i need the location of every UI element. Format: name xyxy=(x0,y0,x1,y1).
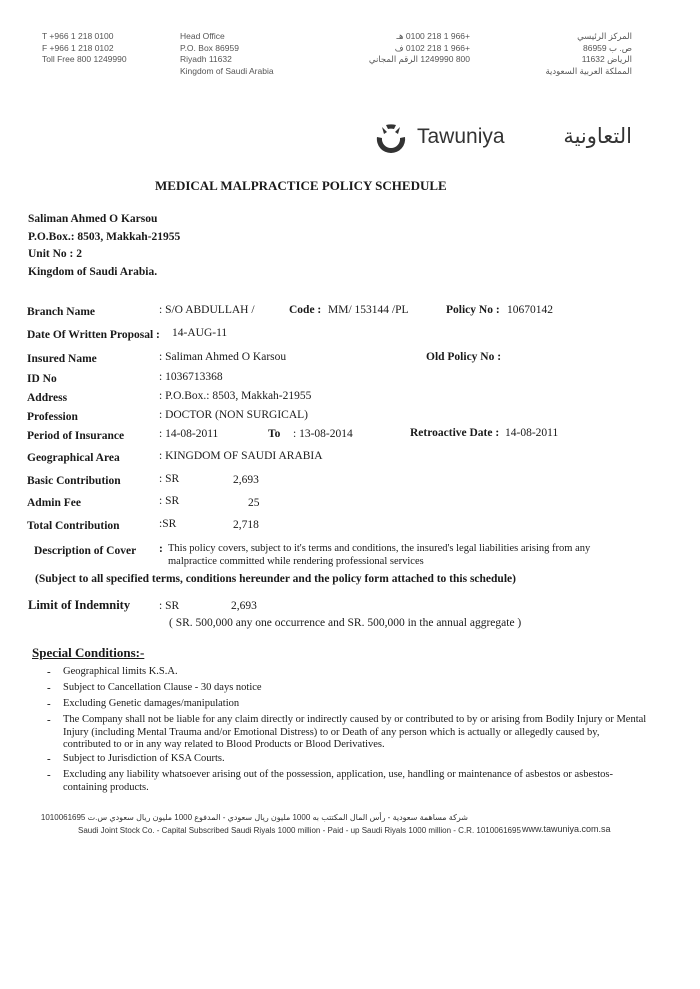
address-value: : P.O.Box.: 8503, Makkah-21955 xyxy=(159,390,312,402)
address-label: Address xyxy=(27,392,68,404)
total-contribution-value: 2,718 xyxy=(233,519,259,531)
admin-fee-label: Admin Fee xyxy=(27,497,81,509)
insured-name-label: Insured Name xyxy=(27,353,97,365)
contact-ar-line: 800 1249990 الرقم المجاني xyxy=(368,54,470,64)
basic-contribution-label: Basic Contribution xyxy=(27,475,121,487)
contact-numbers xyxy=(42,31,127,66)
retroactive-value: 14-08-2011 xyxy=(505,427,559,439)
fax-line: F +966 1 218 0102 xyxy=(42,42,114,53)
head-office-line: Riyadh 11632 xyxy=(180,54,232,64)
period-to-value: : 13-08-2014 xyxy=(293,428,353,440)
condition-item: Subject to Cancellation Clause - 30 days notice xyxy=(63,682,262,693)
contact-numbers-arabic xyxy=(330,31,470,66)
tawuniya-logo-icon xyxy=(372,121,410,162)
limit-indemnity-currency: : SR xyxy=(159,600,180,612)
limit-indemnity-label: Limit of Indemnity xyxy=(28,598,131,612)
cover-description-colon: : xyxy=(159,543,163,555)
condition-item: Excluding any liability whatsoever arising out of the possession, application, use, handling or maintenance of asbestos or asbestos-containing products. xyxy=(63,769,613,793)
policy-no-label: Policy No : xyxy=(446,304,500,316)
admin-fee-currency: : SR xyxy=(159,495,180,507)
office-ar-line: الرياض 11632 xyxy=(581,54,632,64)
retroactive-label: Retroactive Date : xyxy=(410,427,500,439)
limit-indemnity-value: 2,693 xyxy=(231,600,257,612)
old-policy-label: Old Policy No : xyxy=(426,351,502,363)
bullet: - xyxy=(47,682,51,694)
office-ar-line: المملكة العربية السعودية xyxy=(545,65,632,76)
addressee-pobox: P.O.Box.: 8503, Makkah-21955 xyxy=(28,230,181,243)
code-value: MM/ 153144 /PL xyxy=(328,304,409,316)
logo-text-ar: التعاونية xyxy=(563,124,632,148)
id-label: ID No xyxy=(27,373,57,385)
condition-item: Subject to Jurisdiction of KSA Courts. xyxy=(63,753,225,764)
head-office-line: P.O. Box 86959 xyxy=(180,42,239,53)
branch-value: : S/O ABDULLAH / xyxy=(159,304,255,316)
addressee-name: Saliman Ahmed O Karsou xyxy=(28,213,158,225)
profession-label: Profession xyxy=(27,411,78,423)
basic-contribution-value: 2,693 xyxy=(233,474,259,486)
cover-text-line: This policy covers, subject to it's terms and conditions, the insured's legal liabilities arising from any xyxy=(168,543,591,554)
head-office-line: Head Office xyxy=(180,31,225,41)
contact-ar-line: +966 1 218 0100 هـ xyxy=(396,31,470,41)
cover-description-text xyxy=(168,543,590,568)
limit-indemnity-note: ( SR. 500,000 any one occurrence and SR. 500,000 in the annual aggregate ) xyxy=(169,617,522,629)
head-office-address xyxy=(180,31,274,77)
profession-value: : DOCTOR (NON SURGICAL) xyxy=(159,409,308,421)
bullet: - xyxy=(47,769,51,781)
bullet: - xyxy=(47,698,51,710)
admin-fee-value: 25 xyxy=(248,497,260,509)
geo-area-value: : KINGDOM OF SAUDI ARABIA xyxy=(159,450,323,462)
subject-note: (Subject to all specified terms, conditions hereunder and the policy form attached to this schedule) xyxy=(35,573,516,585)
condition-item: The Company shall not be liable for any claim directly or indirectly caused by or contributed to by or arising from Bodily Injury or Mental Injury (including Mental Trauma and/or Emotional Distress) to or Death of any person which is actually or allegedly caused by, contributed to or in any way related to Blood Products or Blood Derivatives. xyxy=(63,714,647,750)
footer-english-line: Saudi Joint Stock Co. - Capital Subscribed Saudi Riyals 1000 million - Paid - up Saudi Riyals 1000 million - C.R. 1010061695 xyxy=(78,826,521,835)
page-title: MEDICAL MALPRACTICE POLICY SCHEDULE xyxy=(155,178,447,193)
addressee-block xyxy=(28,211,180,281)
condition-item: Excluding Genetic damages/manipulation xyxy=(63,698,240,709)
office-ar-line: ص. ب 86959 xyxy=(582,42,632,53)
footer-arabic-line: شركة مساهمة سعودية - رأس المال المكتتب به 1000 مليون ريال سعودي - المدفوع 1000 مليون ريال سعودي س.ت 1010061695 xyxy=(40,813,468,822)
head-office-arabic xyxy=(500,31,632,77)
head-office-line: Kingdom of Saudi Arabia xyxy=(180,65,274,76)
website-link[interactable]: www.tawuniya.com.sa xyxy=(522,824,611,834)
addressee-unit: Unit No : 2 xyxy=(28,248,82,260)
condition-item: Geographical limits K.S.A. xyxy=(63,666,178,677)
period-to-label: To xyxy=(268,428,281,440)
phone-line: T +966 1 218 0100 xyxy=(42,31,114,41)
bullet: - xyxy=(47,753,51,765)
bullet: - xyxy=(47,714,51,726)
logo-text-en: Tawuniya xyxy=(417,125,505,148)
contact-ar-line: +966 1 218 0102 ف xyxy=(394,42,470,53)
bullet: - xyxy=(47,666,51,678)
special-conditions-heading: Special Conditions:- xyxy=(32,645,145,660)
id-value: : 1036713368 xyxy=(159,371,223,383)
total-contribution-currency: :SR xyxy=(159,518,177,530)
proposal-date-value: 14-AUG-11 xyxy=(172,327,228,339)
tollfree-line: Toll Free 800 1249990 xyxy=(42,54,127,64)
cover-description-label: Description of Cover xyxy=(34,545,137,557)
geo-area-label: Geographical Area xyxy=(27,452,120,464)
code-label: Code : xyxy=(289,304,322,316)
period-label: Period of Insurance xyxy=(27,430,125,442)
addressee-country: Kingdom of Saudi Arabia. xyxy=(28,265,158,278)
office-ar-line: المركز الرئيسي xyxy=(577,31,632,41)
policy-no-value: 10670142 xyxy=(507,304,553,316)
insured-name-value: : Saliman Ahmed O Karsou xyxy=(159,351,287,363)
basic-contribution-currency: : SR xyxy=(159,473,180,485)
cover-text-line: malpractice committed while rendering professional services xyxy=(168,555,424,567)
proposal-date-label: Date Of Written Proposal : xyxy=(27,329,160,341)
total-contribution-label: Total Contribution xyxy=(27,520,120,532)
period-from-value: : 14-08-2011 xyxy=(159,428,219,440)
branch-label: Branch Name xyxy=(27,306,96,318)
